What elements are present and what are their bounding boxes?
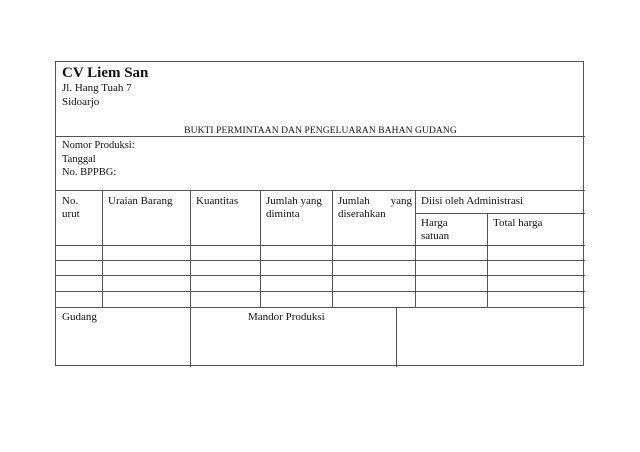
table-col-line-1 [102, 190, 103, 307]
form-title: BUKTI PERMINTAAN DAN PENGELUARAN BAHAN GUDANG [184, 126, 457, 136]
header-total-harga: Total harga [493, 217, 543, 229]
header-jumlah-diminta: Jumlah yang diminta [266, 195, 322, 220]
requisition-form [55, 61, 584, 366]
header-uraian-barang: Uraian Barang [108, 195, 173, 207]
company-name: CV Liem San [62, 65, 149, 81]
header-diisi-admin: Diisi oleh Administrasi [421, 195, 524, 207]
header-jumlah-diserahkan: Jumlah yang diserahkan [338, 195, 412, 220]
header-no-urut: No. urut [62, 195, 80, 220]
header-harga-satuan: Harga satuan [421, 217, 450, 242]
table-row-line [56, 291, 585, 292]
signature-divider-2 [396, 307, 397, 367]
company-address-line1: Jl. Hang Tuah 7 [62, 82, 132, 94]
company-address-line2: Sidoarjo [62, 96, 100, 108]
table-col-line-3 [260, 190, 261, 307]
table-row-line [56, 275, 585, 276]
table-col-line-2 [190, 190, 191, 307]
table-bottom-line [56, 307, 585, 308]
field-no-bppbg: No. BPPBG: [62, 167, 117, 178]
signature-divider-1 [190, 307, 191, 367]
admin-subheader-line [415, 213, 585, 214]
field-tanggal: Tanggal [62, 154, 96, 165]
field-nomor-produksi: Nomor Produksi: [62, 140, 135, 151]
table-row-line [56, 245, 585, 246]
table-row-line [56, 260, 585, 261]
signature-gudang: Gudang [62, 311, 97, 323]
table-col-line-5 [415, 190, 416, 307]
signature-mandor-produksi: Mandor Produksi [248, 311, 325, 323]
divider-header [56, 136, 585, 137]
divider-info [56, 190, 585, 191]
table-col-line-4 [332, 190, 333, 307]
header-kuantitas: Kuantitas [196, 195, 239, 207]
